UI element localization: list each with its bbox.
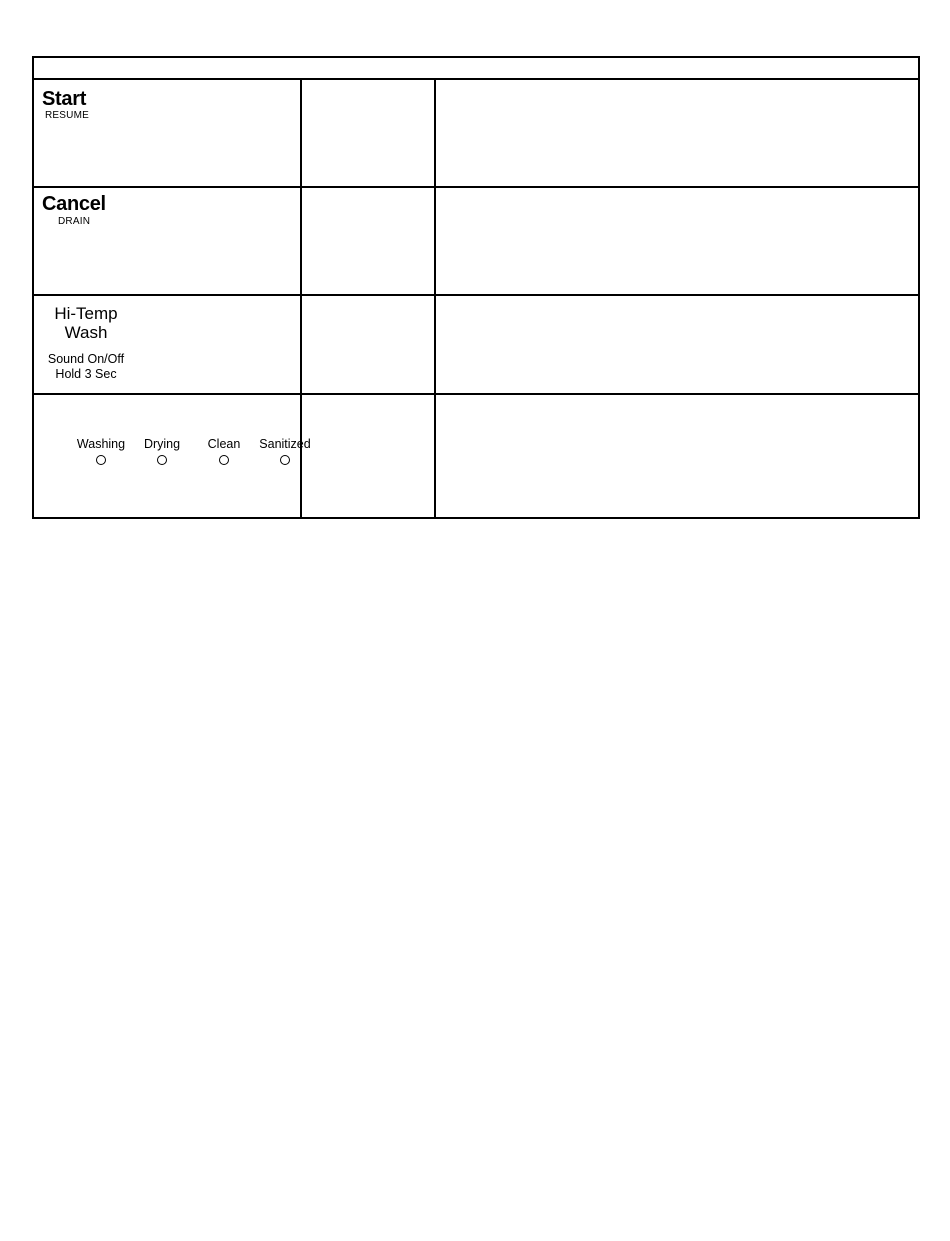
description-cell (435, 187, 919, 295)
header-row (33, 57, 919, 79)
empty-cell (301, 394, 435, 518)
sanitized-indicator (250, 437, 320, 465)
start-resume-cell (33, 79, 301, 187)
drain-sublabel: DRAIN (58, 216, 91, 227)
table-row (33, 187, 919, 295)
description-cell (435, 295, 919, 394)
cancel-drain-cell (33, 187, 301, 295)
sound-toggle-sublabel (42, 352, 130, 382)
clean-light-icon (219, 455, 229, 465)
start-label: Start (42, 88, 87, 110)
clean-indicator (189, 437, 259, 465)
hi-temp-label: Hi-Temp (54, 304, 118, 323)
status-indicators-cell (33, 394, 311, 518)
drying-indicator (127, 437, 197, 465)
status-indicator-group (34, 437, 311, 477)
table-row (33, 394, 919, 518)
washing-indicator (66, 437, 136, 465)
hold-3-sec-label: Hold 3 Sec (55, 367, 117, 381)
description-cell (435, 394, 919, 518)
drying-label: Drying (143, 437, 181, 451)
table-row (33, 79, 919, 187)
washing-label: Washing (76, 437, 126, 451)
description-cell (435, 79, 919, 187)
header-cell (33, 57, 919, 79)
washing-light-icon (96, 455, 106, 465)
clean-label: Clean (207, 437, 241, 451)
empty-cell (301, 187, 435, 295)
cancel-label: Cancel (42, 193, 106, 215)
empty-cell (301, 79, 435, 187)
sanitized-light-icon (280, 455, 290, 465)
control-panel-table (32, 56, 920, 519)
empty-cell (301, 295, 435, 394)
table-row (33, 295, 919, 394)
hi-temp-wash-label (44, 304, 128, 342)
drying-light-icon (157, 455, 167, 465)
wash-label: Wash (64, 323, 108, 342)
sanitized-label: Sanitized (259, 437, 311, 451)
hi-temp-wash-cell (33, 295, 301, 394)
resume-sublabel: RESUME (45, 110, 89, 121)
sound-on-off-label: Sound On/Off (47, 352, 125, 366)
